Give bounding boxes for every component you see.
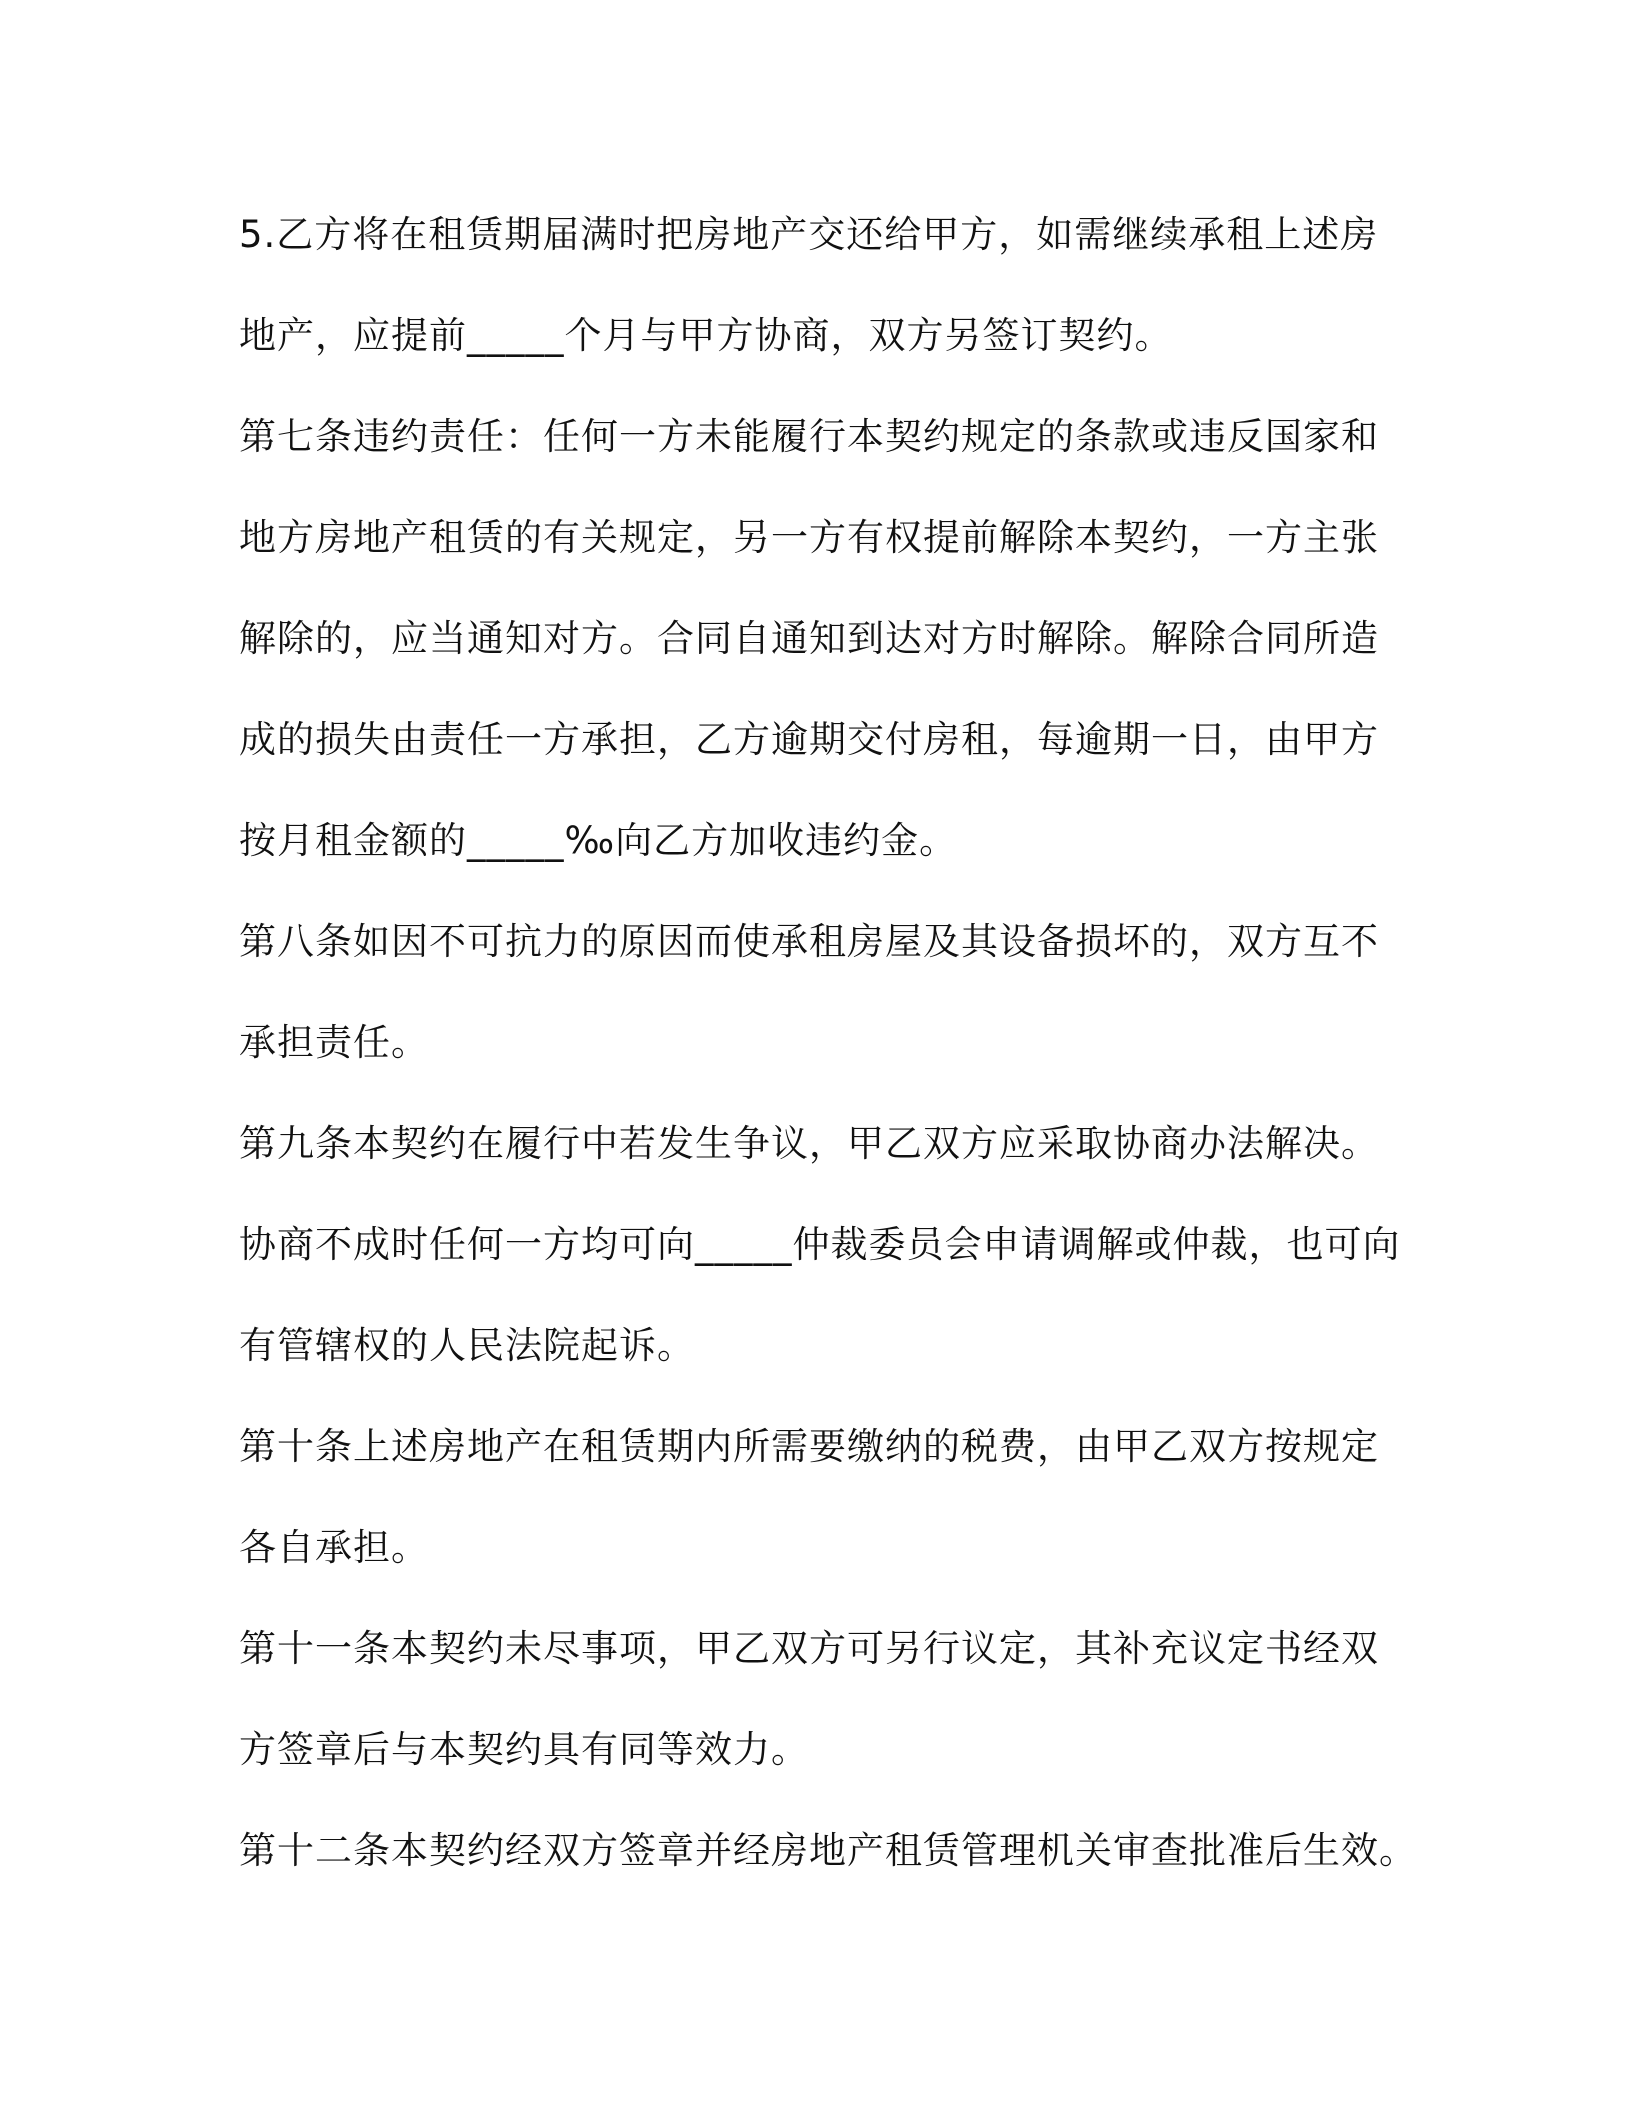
text-line: 解除的，应当通知对方。合同自通知到达对方时解除。解除合同所造	[239, 617, 1379, 660]
text-line: 成的损失由责任一方承担，乙方逾期交付房租，每逾期一日，由甲方	[239, 718, 1379, 761]
text-line: 承担责任。	[239, 1021, 429, 1064]
text-line: 5.乙方将在租赁期届满时把房地产交还给甲方，如需继续承租上述房	[239, 213, 1379, 256]
text-line: 协商不成时任何一方均可向_____仲裁委员会申请调解或仲裁，也可向	[239, 1223, 1401, 1266]
text-line: 有管辖权的人民法院起诉。	[239, 1324, 695, 1367]
text-line: 方签章后与本契约具有同等效力。	[239, 1728, 809, 1771]
text-line: 第十条上述房地产在租赁期内所需要缴纳的税费，由甲乙双方按规定	[239, 1425, 1379, 1468]
text-line: 按月租金额的_____‰向乙方加收违约金。	[239, 819, 958, 862]
contract-text-body	[239, 184, 1419, 1901]
text-line: 第九条本契约在履行中若发生争议，甲乙双方应采取协商办法解决。	[239, 1122, 1379, 1165]
text-line: 第十二条本契约经双方签章并经房地产租赁管理机关审查批准后生效。	[239, 1829, 1417, 1872]
text-line: 第十一条本契约未尽事项，甲乙双方可另行议定，其补充议定书经双	[239, 1627, 1379, 1670]
text-line: 第七条违约责任：任何一方未能履行本契约规定的条款或违反国家和	[239, 415, 1379, 458]
text-line: 第八条如因不可抗力的原因而使承租房屋及其设备损坏的，双方互不	[239, 920, 1379, 963]
text-line: 地产，应提前_____个月与甲方协商，双方另签订契约。	[239, 314, 1173, 357]
text-line: 各自承担。	[239, 1526, 429, 1569]
text-line: 地方房地产租赁的有关规定，另一方有权提前解除本契约，一方主张	[239, 516, 1379, 559]
